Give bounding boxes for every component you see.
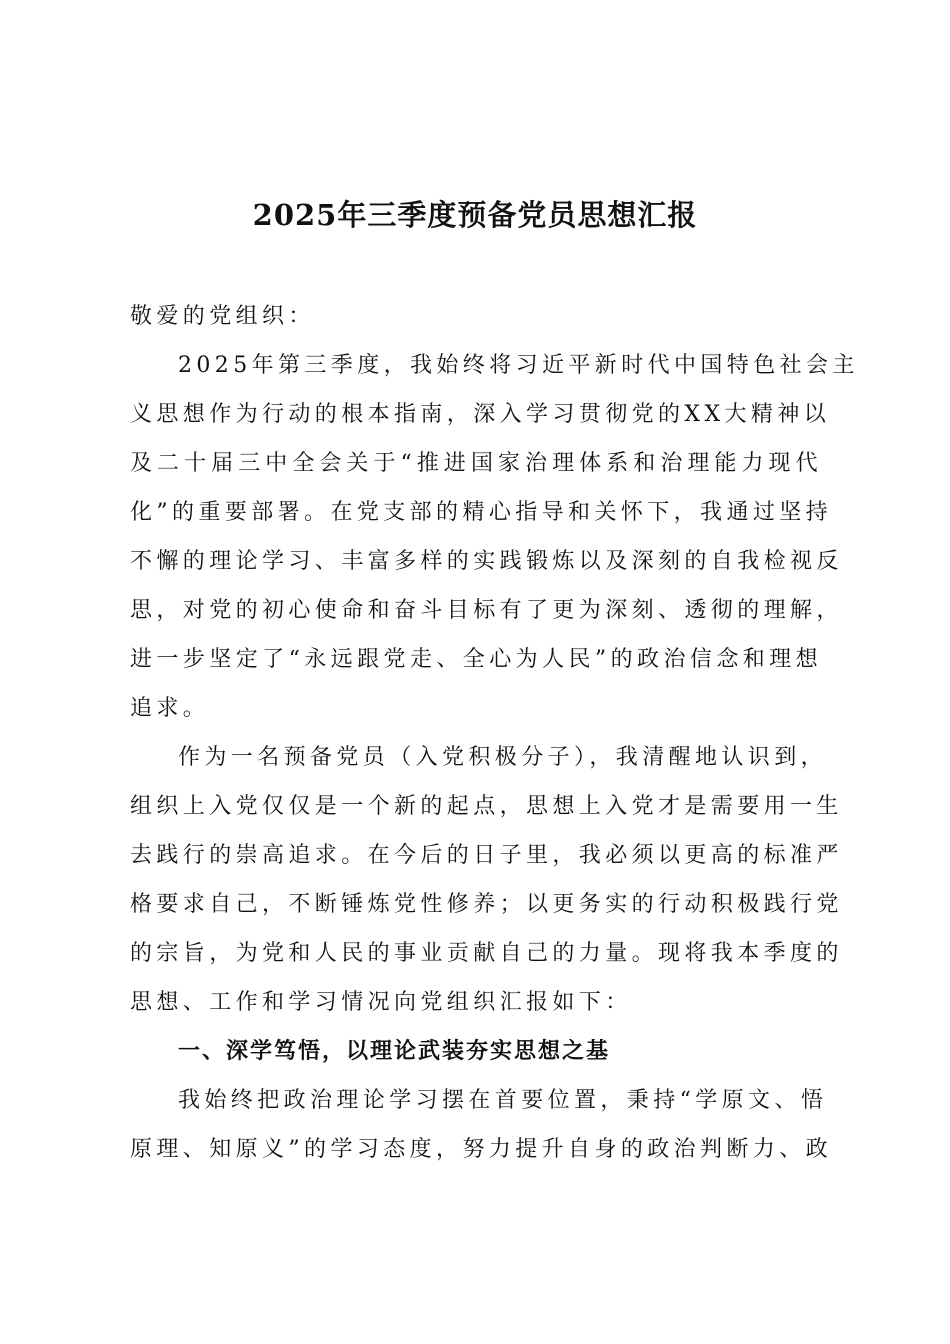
paragraph-line: 的宗旨，为党和人民的事业贡献自己的力量。现将我本季度的 [130, 941, 843, 966]
salutation: 敬爱的党组织： [130, 304, 315, 329]
section-paragraph [130, 1076, 833, 1174]
paragraph-line: 思，对党的初心使命和奋斗目标有了更为深刻、透彻的理解， [130, 598, 843, 623]
paragraph-line: 原理、知原义”的学习态度，努力提升自身的政治判断力、政 [130, 1137, 833, 1162]
paragraph-line: 格要求自己，不断锤炼党性修养；以更务实的行动积极践行党 [130, 892, 843, 917]
paragraph-line: 我始终把政治理论学习摆在首要位置，秉持“学原文、悟 [178, 1088, 828, 1113]
paragraph-line: 作为一名预备党员（入党积极分子），我清醒地认识到， [178, 745, 828, 770]
paragraph-line: 追求。 [130, 696, 210, 721]
paragraph-line: 组织上入党仅仅是一个新的起点，思想上入党才是需要用一生 [130, 794, 843, 819]
paragraph-1 [130, 341, 859, 733]
paragraph-line: 及二十届三中全会关于“推进国家治理体系和治理能力现代 [130, 451, 822, 476]
document-title: 2025年三季度预备党员思想汇报 [252, 198, 698, 232]
paragraph-line: 思想、工作和学习情况向党组织汇报如下： [130, 990, 632, 1015]
paragraph-2 [130, 733, 843, 1027]
paragraph-line: 义思想作为行动的根本指南，深入学习贯彻党的XX大精神以 [130, 402, 831, 427]
paragraph-line: 去践行的崇高追求。在今后的日子里，我必须以更高的标准严 [130, 843, 843, 868]
paragraph-line: 进一步坚定了“永远跟党走、全心为人民”的政治信念和理想 [130, 647, 822, 672]
paragraph-line: 不懈的理论学习、丰富多样的实践锻炼以及深刻的自我检视反 [130, 549, 843, 574]
paragraph-line: 化”的重要部署。在党支部的精心指导和关怀下，我通过坚持 [130, 500, 833, 525]
section-heading: 一、深学笃悟，以理论武装夯实思想之基 [178, 1038, 611, 1064]
document-body [130, 292, 859, 1174]
paragraph-line: 2025年第三季度，我始终将习近平新时代中国特色社会主 [178, 353, 859, 378]
